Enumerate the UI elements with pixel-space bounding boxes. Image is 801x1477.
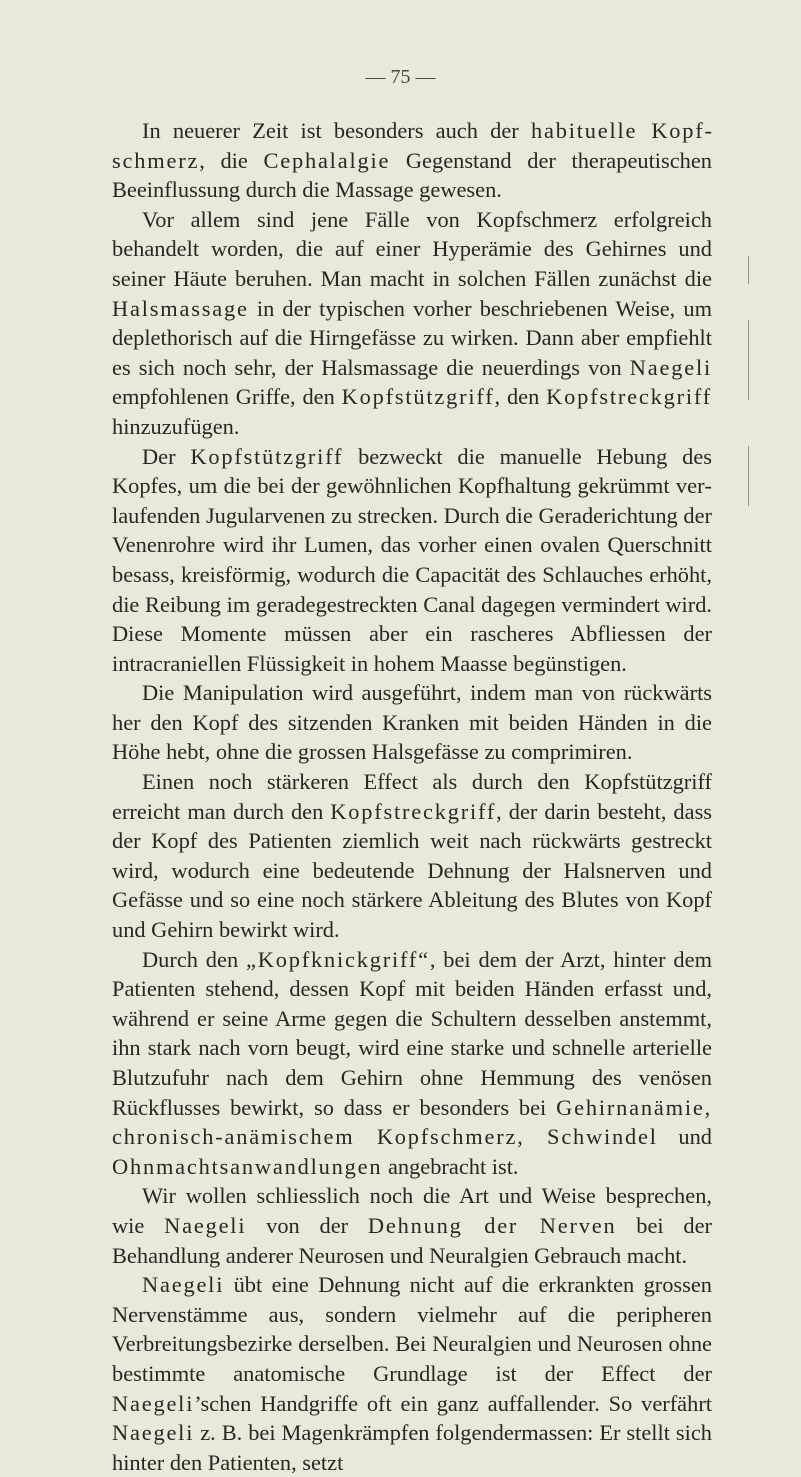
- margin-line: [748, 256, 755, 284]
- spaced-emphasis: Naegeli: [142, 1272, 225, 1298]
- paragraph: Naegeli übt eine Dehnung nicht auf die erkrankten grossen Nervenstämme aus, sondern vielmehr auf die peripheren Verbreitungsbezirke derselben. Bei Neuralgien und Neurosen ohne bestimmte anatomische Grundlage ist der Effect der Naegeli’schen Handgriffe oft ein ganz auffallender. So verfährt Naegeli z. B. bei Magenkrämpfen folgendermassen: Er stellt sich hinter den Patienten, setzt: [112, 1272, 712, 1475]
- spaced-emphasis: Naegeli: [629, 354, 712, 380]
- spaced-emphasis: „Kopfknickgriff“: [246, 946, 430, 972]
- spaced-emphasis: Naegeli: [112, 1420, 195, 1446]
- paragraph: Der Kopfstützgriff bezweckt die manuelle Hebung des Kopfes, um die bei der gewöhnlichen Kopfhaltung gekrümmt verlaufenden Jugularvenen zu strecken. Durch die Geraderichtung der Venenrohre wird ihr Lumen, das vorher einen ovalen Querschnitt besass, kreisförmig, wodurch die Capacität des Schlauches erhöht, die Reibung im geradegestreckten Canal dagegen vermindert wird. Diese Momente müssen aber ein rascheres Abfliessen der intracraniellen Flüssigkeit in hohem Maasse begünstigen.: [112, 443, 712, 676]
- body-text: [112, 116, 712, 1477]
- paragraph: Die Manipulation wird ausgeführt, indem man von rückwärts her den Kopf des sitzenden Kranken mit beiden Händen in die Höhe hebt, ohne die grossen Halsgefässe zu comprimiren.: [112, 680, 712, 765]
- margin-line: [748, 320, 755, 400]
- paragraph: Einen noch stärkeren Effect als durch den Kopfstützgriff erreicht man durch den Kopfstreckgriff, der darin besteht, dass der Kopf des Patienten ziemlich weit nach rückwärts gestreckt wird, wodurch eine bedeutende Dehnung der Halsnerven und Gefässe und so eine noch stärkere Ableitung des Blutes von Kopf und Gehirn bewirkt wird.: [112, 769, 712, 943]
- page-number: — 75 —: [365, 66, 436, 88]
- paragraph: Wir wollen schliesslich noch die Art und Weise besprechen, wie Naegeli von der Dehnung der Nerven bei der Behandlung anderer Neurosen und Neuralgien Gebrauch macht.: [112, 1183, 713, 1268]
- spaced-emphasis: Ohnmachtsanwandlungen: [112, 1153, 383, 1179]
- spaced-emphasis: Gehirnanämie, chronisch-anämischem Kopfschmerz, Schwindel: [112, 1094, 712, 1150]
- margin-line: [748, 446, 755, 506]
- paragraph: In neuerer Zeit ist besonders auch der habituelle Kopfschmerz, die Cephalalgie Gegenstand der therapeutischen Beeinflussung durch die Massage gewesen.: [112, 118, 712, 203]
- paragraph: Durch den „Kopfknickgriff“, bei dem der Arzt, hinter dem Patienten stehend, dessen Kopf mit beiden Händen erfasst und, während er seine Arme gegen die Schultern desselben anstemmt, ihn stark nach vorn beugt, wird eine starke und schnelle arterielle Blutzufuhr nach dem Gehirn ohne Hemmung des venösen Rückflusses bewirkt, so dass er besonders bei Gehirnanämie, chronisch-anämischem Kopfschmerz, Schwindel und Ohnmachtsanwandlungen angebracht ist.: [112, 946, 713, 1179]
- spaced-emphasis: Kopfstützgriff: [341, 384, 495, 410]
- margin-annotations: [748, 250, 788, 650]
- spaced-emphasis: Kopfstreckgriff: [330, 798, 497, 824]
- spaced-emphasis: Kopfstreckgriff: [546, 384, 712, 410]
- spaced-emphasis: Naegeli: [164, 1212, 247, 1238]
- spaced-emphasis: Halsmassage: [112, 295, 249, 321]
- spaced-emphasis: Cephalalgie: [263, 147, 391, 173]
- spaced-emphasis: Kopfstützgriff: [190, 443, 344, 469]
- spaced-emphasis: habituelle Kopfschmerz: [112, 118, 712, 173]
- paragraph: Vor allem sind jene Fälle von Kopfschmerz erfolgreich behandelt worden, die auf einer Hyperämie des Gehirnes und seiner Häute beruhen. Man macht in solchen Fällen zunächst die Halsmassage in der typischen vorher beschriebenen Weise, um deplethorisch auf die Hirngefässe zu wirken. Dann aber empfiehlt es sich noch sehr, der Halsmassage die neuerdings von Naegeli empfohlenen Griffe, den Kopfstützgriff, den Kopfstreckgriff hinzuzufügen.: [112, 206, 712, 439]
- spaced-emphasis: Naegeli: [112, 1390, 195, 1416]
- spaced-emphasis: Dehnung der Nerven: [367, 1212, 617, 1238]
